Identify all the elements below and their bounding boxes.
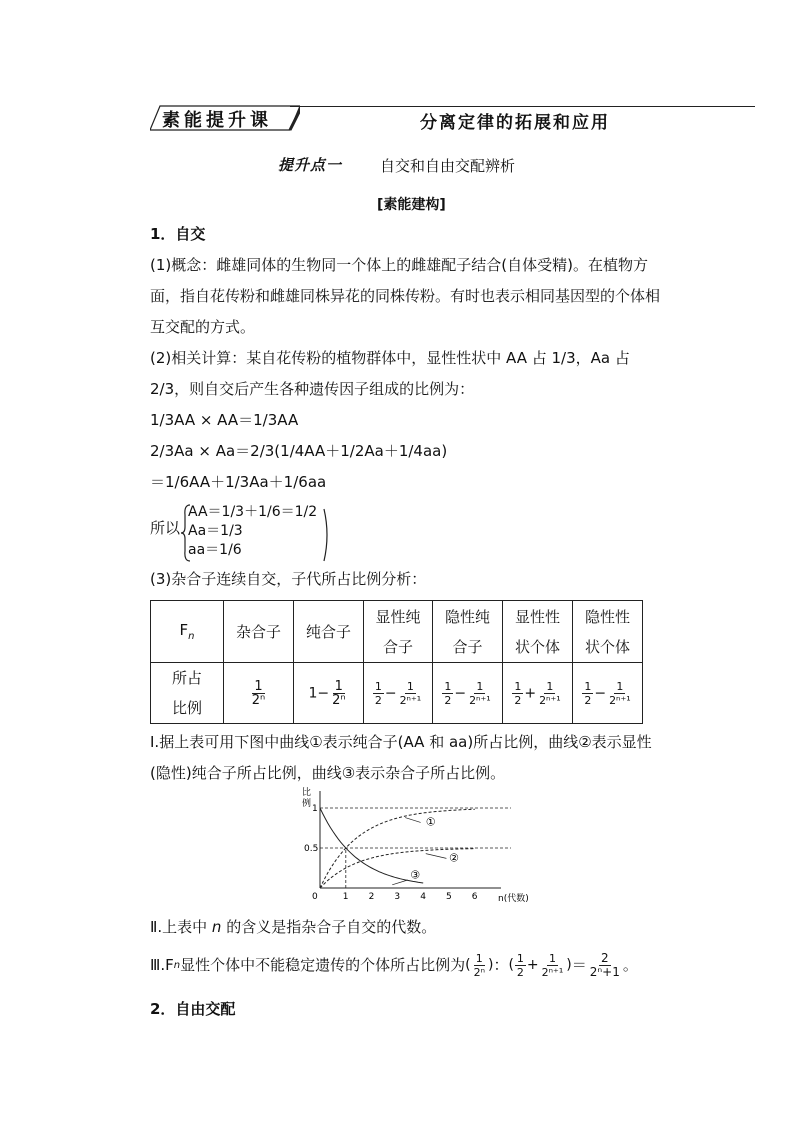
note-n-meaning: Ⅱ.上表中 n 的含义是指杂合子自交的代数。: [150, 918, 437, 936]
equation-system: [150, 503, 340, 563]
series-label-1: ①: [425, 815, 436, 829]
cell-dominant-homo: $\frac{1}{2}$ − $\frac{1}{\text{2ⁿ⁺¹}}$: [364, 663, 433, 724]
right-paren: [322, 507, 332, 563]
paragraph-calculation: (2)相关计算：某自花传粉的植物群体中，显性性状中 AA 占 1/3，Aa 占 2/3，则自交后产生各种遗传因子组成的比例为：: [150, 349, 630, 398]
heading-selfing: 1．自交: [150, 225, 206, 243]
system-line-aa-dominant: AA＝1/3＋1/6＝1/2: [188, 504, 318, 520]
series-line-3: [320, 808, 423, 883]
series-line-1: [320, 809, 475, 888]
section-tag: [150, 104, 300, 132]
series-leader-1: [405, 818, 420, 823]
header-rule: [290, 106, 755, 107]
y-tick-1: 1: [312, 804, 318, 814]
x-tick-5: 5: [446, 892, 452, 902]
x-axis-label: n(代数): [498, 894, 529, 904]
y-axis-label-1: 比: [302, 788, 312, 798]
ratio-table: [150, 600, 643, 724]
equation-2: 2/3Aa × Aa＝2/3(1/4AA＋1/2Aa＋1/4aa): [150, 442, 448, 460]
cell-homozygote: 1− $\frac{1}{\text{2ⁿ}}$: [294, 663, 364, 724]
x-tick-2: 2: [368, 892, 375, 902]
x-tick-0: 0: [312, 892, 318, 902]
series-leader-3: [392, 880, 407, 885]
point-title: 自交和自由交配辨析: [380, 157, 516, 175]
cell-heterozygote: $\frac{1}{\text{2ⁿ}}$: [224, 663, 294, 724]
header-fn: $F_n$: [151, 601, 224, 663]
cell-recessive-homo: $\frac{1}{2}$ − $\frac{1}{\text{2ⁿ⁺¹}}$: [433, 663, 503, 724]
header-heterozygote: 杂合子: [224, 601, 294, 663]
ratio-chart: [296, 783, 536, 908]
page-title: 分离定律的拓展和应用: [420, 113, 610, 133]
series-label-2: ②: [449, 851, 459, 865]
x-tick-4: 4: [420, 892, 426, 902]
table-row: [151, 663, 643, 724]
series-leader-2: [426, 854, 447, 859]
note-unstable-ratio: Ⅲ.F n 显性个体中不能稳定遗传的个体所占比例为 ( $\frac{1}{\text{2ⁿ}}$ ) ： ( $\frac{1}{2}$ + $\frac{1}{\text{2ⁿ⁺¹}}$ ) ＝ $\frac{2}{\text{2ⁿ+1}}$ 。: [150, 951, 638, 979]
section-label: [素能建构]: [377, 197, 446, 213]
system-line-aa-recessive: aa＝1/6: [188, 542, 242, 558]
y-tick-0.5: 0.5: [304, 844, 319, 854]
paragraph-concept: (1)概念：雌雄同体的生物同一个体上的雌雄配子结合(自体受精)。在植物方面，指自花传粉和雌雄同株异花的同株传粉。有时也表示相同基因型的个体相互交配的方式。: [150, 256, 661, 336]
row-label: 所占 比例: [151, 663, 224, 724]
so-label: 所以: [150, 519, 181, 537]
header-recessive-homo: 隐性纯 合子: [433, 601, 503, 663]
x-tick-6: 6: [471, 892, 478, 902]
header-dominant-homo: 显性纯 合子: [364, 601, 433, 663]
system-line-aa-hetero: Aa＝1/3: [188, 523, 243, 539]
note-curves: Ⅰ.据上表可用下图中曲线①表示纯合子(AA 和 aa)所占比例，曲线②表示显性(隐性)纯合子所占比例，曲线③表示杂合子所占比例。: [150, 733, 652, 782]
section-tag-label: 素能提升课: [162, 110, 272, 131]
equation-3: ＝1/6AA＋1/3Aa＋1/6aa: [150, 473, 327, 491]
header-dominant-trait: 显性性 状个体: [503, 601, 573, 663]
x-tick-1: 1: [342, 892, 349, 902]
paragraph-table-intro: (3)杂合子连续自交，子代所占比例分析：: [150, 570, 427, 588]
y-axis-label-2: 例: [302, 799, 312, 809]
x-tick-3: 3: [394, 892, 401, 902]
header-recessive-trait: 隐性性 状个体: [573, 601, 643, 663]
equation-1: 1/3AA × AA＝1/3AA: [150, 411, 299, 429]
series-label-3: ③: [410, 868, 421, 882]
heading-free-mating: 2．自由交配: [150, 1000, 236, 1018]
cell-dominant-trait: $\frac{1}{2}$ + $\frac{1}{\text{2ⁿ⁺¹}}$: [503, 663, 573, 724]
cell-recessive-trait: $\frac{1}{2}$ − $\frac{1}{\text{2ⁿ⁺¹}}$: [573, 663, 643, 724]
header-homozygote: 纯合子: [294, 601, 364, 663]
point-badge: 提升点一: [278, 156, 343, 174]
table-header-row: [151, 601, 643, 663]
